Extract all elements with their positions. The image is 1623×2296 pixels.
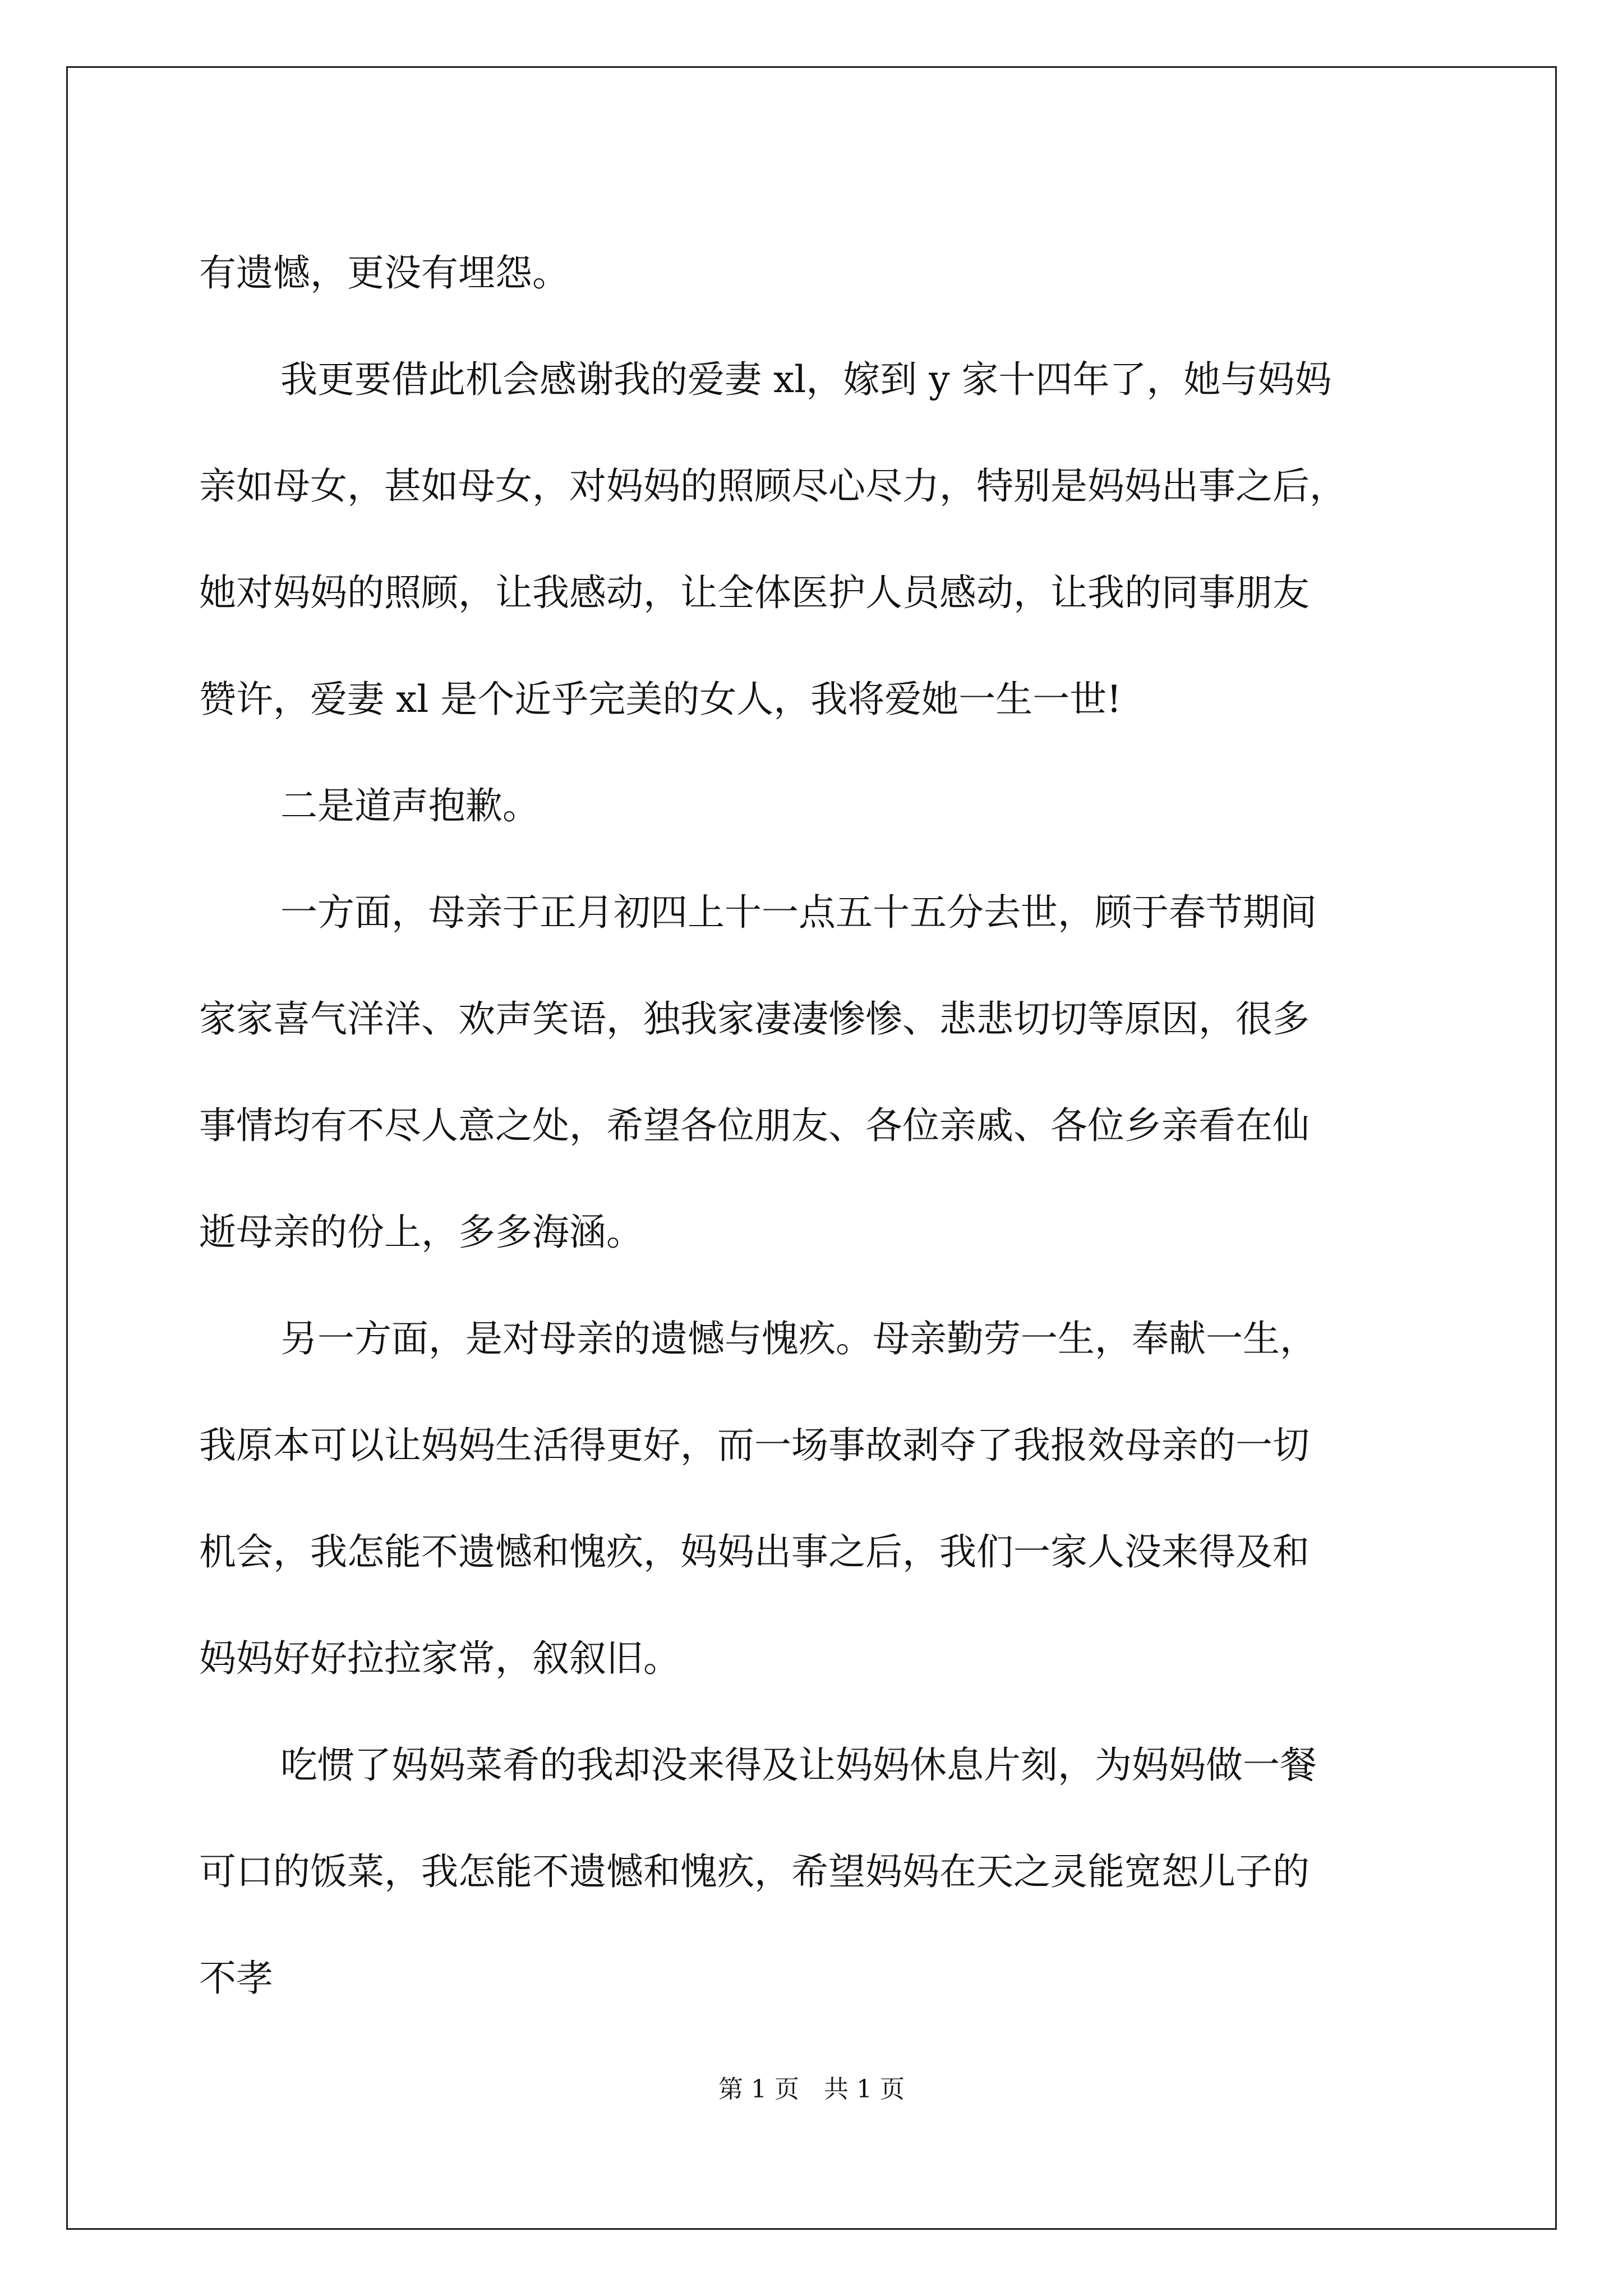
text-line: 她对妈妈的照顾，让我感动，让全体医护人员感动，让我的同事朋友 (199, 571, 1310, 614)
text-line: 我更要借此机会感谢我的爱妻 xl，嫁到 y 家十四年了，她与妈妈 (280, 358, 1332, 401)
paragraph (199, 859, 1433, 1286)
text-line: 二是道声抱歉。 (280, 784, 540, 827)
paragraph (199, 1286, 1433, 1712)
text-line: 事情均有不尽人意之处，希望各位朋友、各位亲戚、各位乡亲看在仙 (199, 1104, 1310, 1147)
text-line: 机会，我怎能不遗憾和愧疚，妈妈出事之后，我们一家人没来得及和 (199, 1530, 1310, 1573)
text-line: 可口的饭菜，我怎能不遗憾和愧疚，希望妈妈在天之灵能宽恕儿子的 (199, 1850, 1310, 1893)
paragraph (199, 1712, 1433, 2032)
text-line: 一方面，母亲于正月初四上十一点五十五分去世，顾于春节期间 (280, 891, 1317, 934)
paragraph (199, 753, 1433, 859)
text-line: 妈妈好好拉拉家常，叙叙旧。 (199, 1637, 680, 1680)
text-line: 逝母亲的份上，多多海涵。 (199, 1211, 643, 1254)
text-line: 有遗憾，更没有埋怨。 (199, 251, 569, 295)
document-body (199, 220, 1433, 2032)
text-line: 另一方面，是对母亲的遗憾与愧疚。母亲勤劳一生，奉献一生， (280, 1317, 1317, 1360)
text-line: 我原本可以让妈妈生活得更好，而一场事故剥夺了我报效母亲的一切 (199, 1424, 1310, 1467)
text-line: 亲如母女，甚如母女，对妈妈的照顾尽心尽力，特别是妈妈出事之后， (199, 464, 1347, 508)
paragraph (199, 326, 1433, 753)
text-line: 吃惯了妈妈菜肴的我却没来得及让妈妈休息片刻，为妈妈做一餐 (280, 1743, 1317, 1787)
text-line: 赞许，爱妻 xl 是个近乎完美的女人，我将爱她一生一世! (199, 678, 1122, 721)
page-footer: 第 1 页 共 1 页 (718, 2075, 905, 2104)
text-line: 家家喜气洋洋、欢声笑语，独我家凄凄惨惨、悲悲切切等原因，很多 (199, 997, 1310, 1041)
text-line: 不孝 (199, 1957, 273, 2000)
paragraph (199, 220, 1433, 326)
